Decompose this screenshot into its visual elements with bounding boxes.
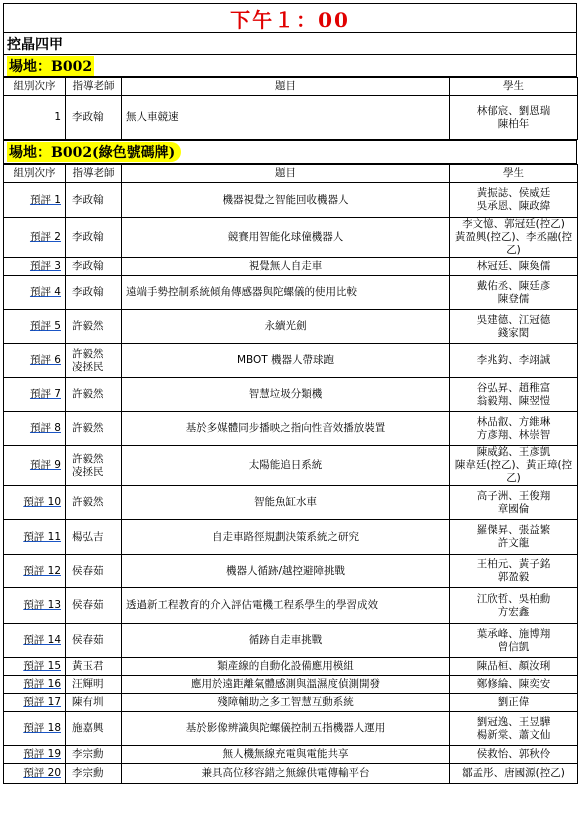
student-line: 王柏元、黃子銘 [476, 558, 551, 570]
row-order: 預評 20 [4, 764, 66, 784]
room2-table [3, 164, 578, 784]
row-advisor: 許毅然 [66, 378, 122, 412]
row-students [450, 183, 578, 218]
class-name-text: 控晶四甲 [7, 36, 63, 53]
row-students [450, 258, 578, 276]
row-order: 預評 6 [4, 344, 66, 378]
room1-label-text: 場地：B002 [7, 56, 94, 76]
student-line: 林品叡、方維琳 [476, 415, 551, 428]
room1-header-row [4, 78, 578, 96]
row-students [450, 412, 578, 446]
table-row [4, 712, 578, 746]
student-line: 侯救怡、郭秋伶 [476, 748, 551, 760]
time-title: 下午１：00 [3, 3, 577, 33]
student-line: 吳承恩、陳政緯 [476, 200, 551, 212]
col-header-advisor: 指導老師 [66, 165, 122, 183]
student-line: 陳威銘、王彥凱 [476, 446, 551, 458]
row-order: 預評 10 [4, 486, 66, 520]
row-students [450, 694, 578, 712]
row-topic: 基於多媒體同步播映之指向性音效播放裝置 [122, 412, 450, 446]
row-order: 預評 17 [4, 694, 66, 712]
row-topic: 基於影像辨識與陀螺儀控制五指機器人運用 [122, 712, 450, 746]
row-advisor: 李政翰 [66, 183, 122, 218]
row-students [450, 310, 578, 344]
student-line: 谷弘昇、趙稚富 [476, 381, 551, 394]
student-line: 陳品桓、顏汝琍 [476, 660, 551, 672]
table-row [4, 412, 578, 446]
row-advisor: 李政翰 [66, 218, 122, 258]
row-advisor: 許毅然 [66, 412, 122, 446]
row-advisor: 黃玉君 [66, 658, 122, 676]
student-line: 戴佑丞、陳廷彥 [476, 279, 551, 292]
student-line: 林郁宸、劉恩瑞 [476, 104, 551, 117]
row-order: 預評 8 [4, 412, 66, 446]
table-row [4, 676, 578, 694]
table-row [4, 378, 578, 412]
col-header-advisor: 指導老師 [66, 78, 122, 96]
row-advisor: 施嘉興 [66, 712, 122, 746]
row-order: 預評 15 [4, 658, 66, 676]
row-order: 預評 19 [4, 746, 66, 764]
row-topic: 自走車路徑規劃決策系統之研究 [122, 520, 450, 555]
row-topic: 機器人循跡/越控避障挑戰 [122, 555, 450, 588]
student-line: 鄒孟彤、唐國源(控乙) [462, 767, 565, 779]
row-order: 預評 18 [4, 712, 66, 746]
table-row [4, 276, 578, 310]
row-students [450, 555, 578, 588]
row-students [450, 588, 578, 624]
col-header-students: 學生 [450, 165, 578, 183]
row-advisor: 李宗勳 [66, 764, 122, 784]
row-topic: 機器視覺之智能回收機器人 [122, 183, 450, 218]
table-row [4, 344, 578, 378]
table-row [4, 446, 578, 486]
row-topic: 無人車競速 [122, 96, 450, 140]
student-line: 羅傑昇、張益繁 [476, 524, 551, 536]
row-topic: 類產線的自動化設備應用模組 [122, 658, 450, 676]
row-advisor: 許毅然 凌拯民 [66, 446, 122, 486]
student-line: 翁毅翔、陳翌愷 [476, 394, 551, 407]
row-topic: 永續光劍 [122, 310, 450, 344]
row-students [450, 746, 578, 764]
student-line: 黃振誌、侯威廷 [476, 187, 551, 199]
row-advisor: 侯春茹 [66, 555, 122, 588]
row-advisor: 侯春茹 [66, 588, 122, 624]
table-row [4, 764, 578, 784]
row-order: 預評 11 [4, 520, 66, 555]
student-line: 曾信凱 [497, 640, 530, 653]
row-topic: 透過新工程教育的介入評估電機工程系學生的學習成效 [122, 588, 450, 624]
row-topic: MBOT 機器人帶球跑 [122, 344, 450, 378]
row-order: 預評 16 [4, 676, 66, 694]
student-line: 楊新棠、蕭文仙 [476, 728, 551, 741]
row-students [450, 96, 578, 140]
student-line: 鄭修綸、陳奕安 [476, 678, 551, 690]
col-header-order: 組別次序 [4, 165, 66, 183]
table-row [4, 658, 578, 676]
room2-label [3, 140, 577, 164]
student-line: 陳韋廷(控乙)、黃正璋(控乙) [454, 459, 573, 484]
student-line: 方宏鑫 [497, 605, 530, 618]
table-row [4, 555, 578, 588]
col-header-students: 學生 [450, 78, 578, 96]
student-line: 李兆鈞、李翊誠 [476, 354, 551, 366]
row-topic: 智慧垃圾分類機 [122, 378, 450, 412]
row-topic: 視覺無人自走車 [122, 258, 450, 276]
row-topic: 循跡自走車挑戰 [122, 624, 450, 658]
student-line: 陳柏年 [497, 117, 530, 130]
row-order: 1 [4, 96, 66, 140]
room2-header-row [4, 165, 578, 183]
table-row [4, 258, 578, 276]
row-order: 預評 3 [4, 258, 66, 276]
student-line: 江欣哲、吳柏勳 [476, 592, 551, 605]
student-line: 高子洲、王俊翔 [476, 489, 551, 502]
student-line: 郭盈毅 [497, 571, 530, 583]
row-topic: 殘障輔助之多工智慧互動系統 [122, 694, 450, 712]
row-topic: 智能魚缸水車 [122, 486, 450, 520]
row-advisor: 陳有圳 [66, 694, 122, 712]
row-advisor: 李宗勳 [66, 746, 122, 764]
table-row [4, 624, 578, 658]
row-advisor: 李政翰 [66, 258, 122, 276]
student-line: 李文憶、郭冠廷(控乙) [462, 218, 565, 230]
student-line: 黃盈興(控乙)、李丞融(控乙) [454, 231, 573, 256]
table-row [4, 694, 578, 712]
table-row [4, 588, 578, 624]
row-advisor: 汪輝明 [66, 676, 122, 694]
row-students [450, 658, 578, 676]
row-order: 預評 1 [4, 183, 66, 218]
row-order: 預評 14 [4, 624, 66, 658]
table-row [4, 183, 578, 218]
table-row [4, 310, 578, 344]
row-advisor: 李政翰 [66, 96, 122, 140]
table-row [4, 218, 578, 258]
class-name [3, 33, 577, 55]
row-students [450, 378, 578, 412]
row-order: 預評 2 [4, 218, 66, 258]
row-students [450, 712, 578, 746]
student-line: 章國倫 [497, 502, 530, 515]
room1-table [3, 77, 578, 140]
row-students [450, 764, 578, 784]
row-advisor: 許毅然 [66, 486, 122, 520]
student-line: 吳建德、江冠德 [476, 313, 551, 326]
col-header-topic: 題目 [122, 78, 450, 96]
row-topic: 遠端手勢控制系統傾角傳感器與陀螺儀的使用比較 [122, 276, 450, 310]
student-line: 許文龍 [497, 537, 530, 549]
row-order: 預評 7 [4, 378, 66, 412]
student-line: 錢家閎 [497, 326, 530, 339]
row-advisor: 許毅然 凌拯民 [66, 344, 122, 378]
row-students [450, 676, 578, 694]
room1-label [3, 55, 577, 77]
student-line: 劉正偉 [497, 696, 530, 708]
row-topic: 太陽能追日系統 [122, 446, 450, 486]
row-students [450, 344, 578, 378]
row-topic: 兼具高位移容錯之無線供電傳輸平台 [122, 764, 450, 784]
col-header-topic: 題目 [122, 165, 450, 183]
row-advisor: 李政翰 [66, 276, 122, 310]
row-order: 預評 13 [4, 588, 66, 624]
row-students [450, 218, 578, 258]
row-advisor: 楊弘吉 [66, 520, 122, 555]
row-students [450, 624, 578, 658]
row-order: 預評 12 [4, 555, 66, 588]
row-topic: 競賽用智能化球僮機器人 [122, 218, 450, 258]
table-row [4, 96, 578, 140]
row-order: 預評 4 [4, 276, 66, 310]
row-order: 預評 5 [4, 310, 66, 344]
row-students [450, 276, 578, 310]
table-row [4, 520, 578, 555]
student-line: 方彥翔、林崇智 [476, 428, 551, 441]
room2-label-text: 場地：B002(綠色號碼牌) [7, 142, 181, 162]
row-students [450, 520, 578, 555]
student-line: 林冠廷、陳奐儒 [476, 260, 551, 272]
student-line: 陳登儒 [497, 292, 530, 305]
col-header-order: 組別次序 [4, 78, 66, 96]
student-line: 葉承峰、施博翔 [476, 627, 551, 640]
row-order: 預評 9 [4, 446, 66, 486]
row-advisor: 許毅然 [66, 310, 122, 344]
student-line: 劉冠逸、王昱驊 [476, 715, 551, 728]
row-students [450, 486, 578, 520]
row-topic: 應用於遠距離氣體感測與溫濕度偵測開發 [122, 676, 450, 694]
row-students [450, 446, 578, 486]
table-row [4, 486, 578, 520]
table-row [4, 746, 578, 764]
row-advisor: 侯春茹 [66, 624, 122, 658]
row-topic: 無人機無線充電與電能共享 [122, 746, 450, 764]
